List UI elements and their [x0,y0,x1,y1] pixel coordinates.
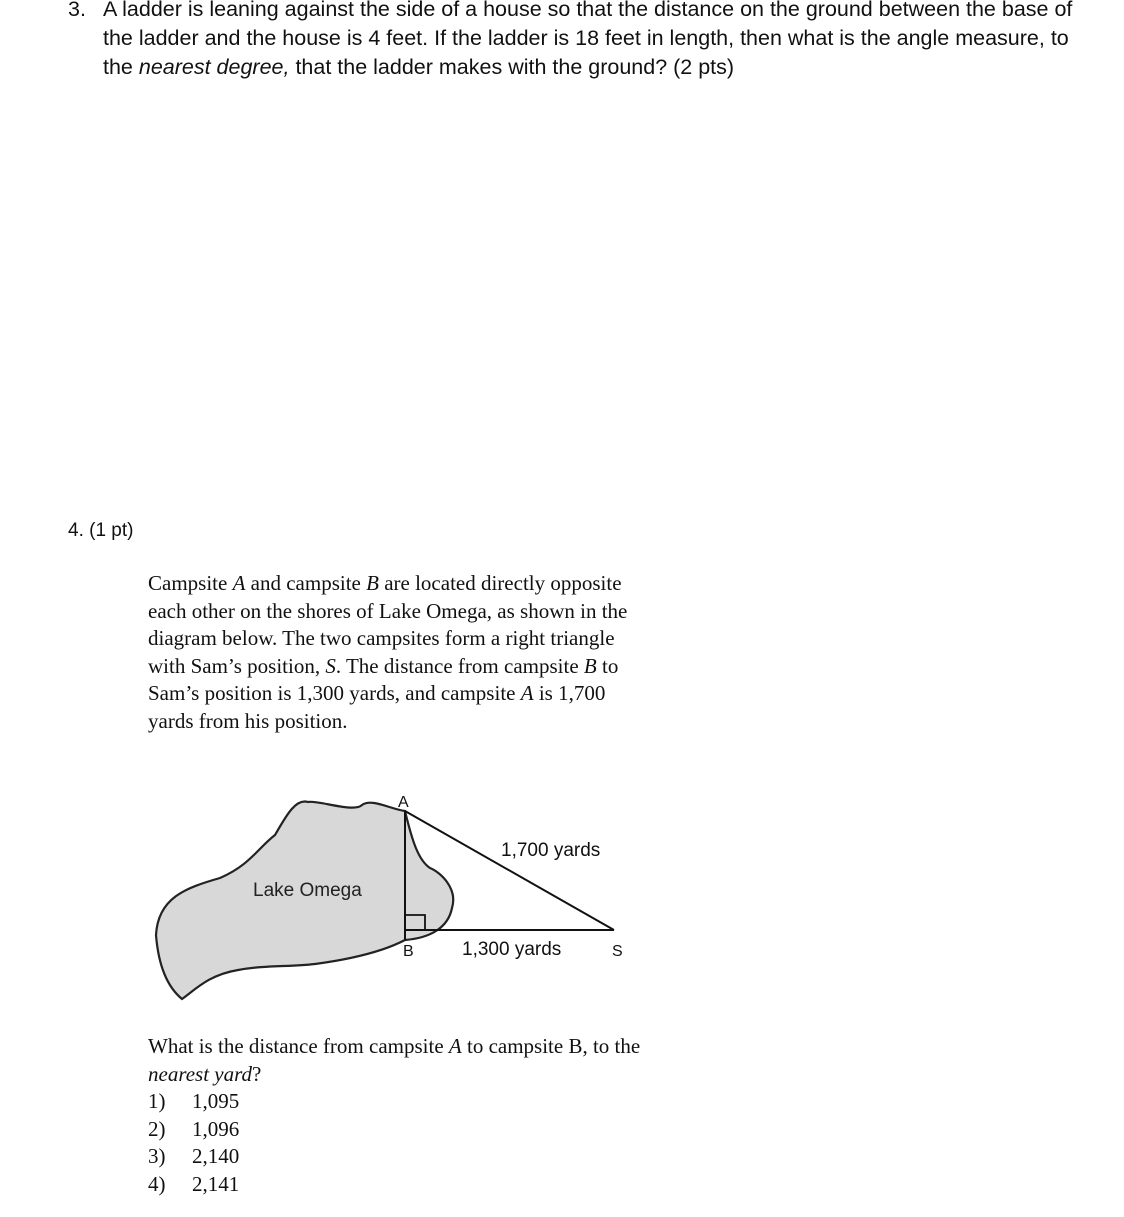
point-s-label: S [612,943,623,960]
base-length-label: 1,300 yards [462,939,562,960]
answer-choice[interactable]: 1) 1,095 [148,1089,240,1113]
question-4-label: 4. (1 pt) [68,520,134,541]
answer-choice[interactable]: 3) 2,140 [148,1144,240,1168]
point-a-label: A [398,794,409,811]
lake-omega-label: Lake Omega [253,880,362,901]
answer-choices [148,1088,239,1198]
answer-choice[interactable]: 2) 1,096 [148,1116,240,1141]
question-4-problem-text: Campsite A and campsite B are located directly opposite each other on the shores of Lake Omega, as shown in the diagram below. The two campsites form a right triangle with Sam’s position, S. The distance from campsite B to Sam’s position is 1,300 yards, and campsite A is 1,700 yards from his position. [148,571,628,733]
hypotenuse-length-label: 1,700 yards [501,840,601,861]
emphasis-nearest-degree: nearest degree, [138,55,290,79]
question-3-text: A ladder is leaning against the side of a house so that the distance on the ground between the base of the ladder and the house is 4 feet. If the ladder is 18 feet in length, then what is the angle measure, to the nearest degree, that the ladder makes with the ground? (2 pts) [103,0,1073,79]
answer-choice[interactable]: 4) 2,141 [148,1171,240,1196]
point-b-label: B [403,943,414,960]
question-4-prompt: What is the distance from campsite A to campsite B, to the nearest yard? [148,1034,641,1086]
question-3-number: 3. [68,0,86,21]
lake-omega-diagram [140,780,640,1005]
